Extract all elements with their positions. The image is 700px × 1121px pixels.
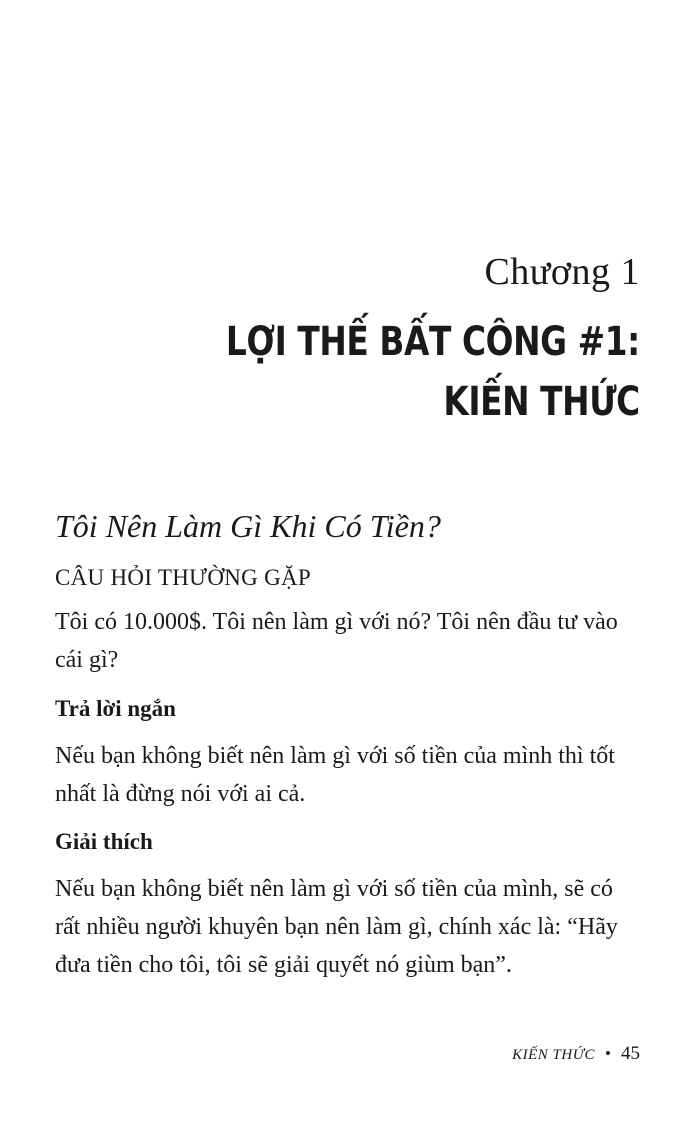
short-answer-heading: Trả lời ngắn (55, 696, 176, 721)
question-paragraph (55, 603, 655, 679)
chapter-title-line: LỢI THẾ BẤT CÔNG #1: (226, 319, 640, 365)
section-heading: Tôi Nên Làm Gì Khi Có Tiền? (55, 508, 441, 544)
explanation-paragraph (55, 870, 655, 984)
running-head: KIẾN THỨC (512, 1047, 596, 1063)
chapter-label: Chương 1 (484, 251, 640, 293)
text-line: rất nhiều người khuyên bạn nên làm gì, chính xác là: “Hãy (55, 914, 618, 940)
text-line: đưa tiền cho tôi, tôi sẽ giải quyết nó giùm bạn”. (55, 952, 512, 978)
faq-label: CÂU HỎI THƯỜNG GẶP (55, 565, 312, 590)
chapter-title (226, 312, 640, 432)
text-line: Nếu bạn không biết nên làm gì với số tiền của mình, sẽ có (55, 876, 613, 902)
page-footer (512, 1043, 640, 1065)
text-line: Tôi có 10.000$. Tôi nên làm gì với nó? Tôi nên đầu tư vào (55, 609, 618, 635)
footer-bullet: • (605, 1044, 611, 1063)
short-answer-paragraph (55, 737, 655, 813)
text-line: cái gì? (55, 647, 119, 673)
chapter-title-line: KIẾN THỨC (443, 379, 640, 425)
text-line: Nếu bạn không biết nên làm gì với số tiền của mình thì tốt (55, 743, 615, 769)
explanation-heading: Giải thích (55, 829, 153, 854)
page-number: 45 (621, 1043, 640, 1064)
text-line: nhất là đừng nói với ai cả. (55, 781, 306, 807)
